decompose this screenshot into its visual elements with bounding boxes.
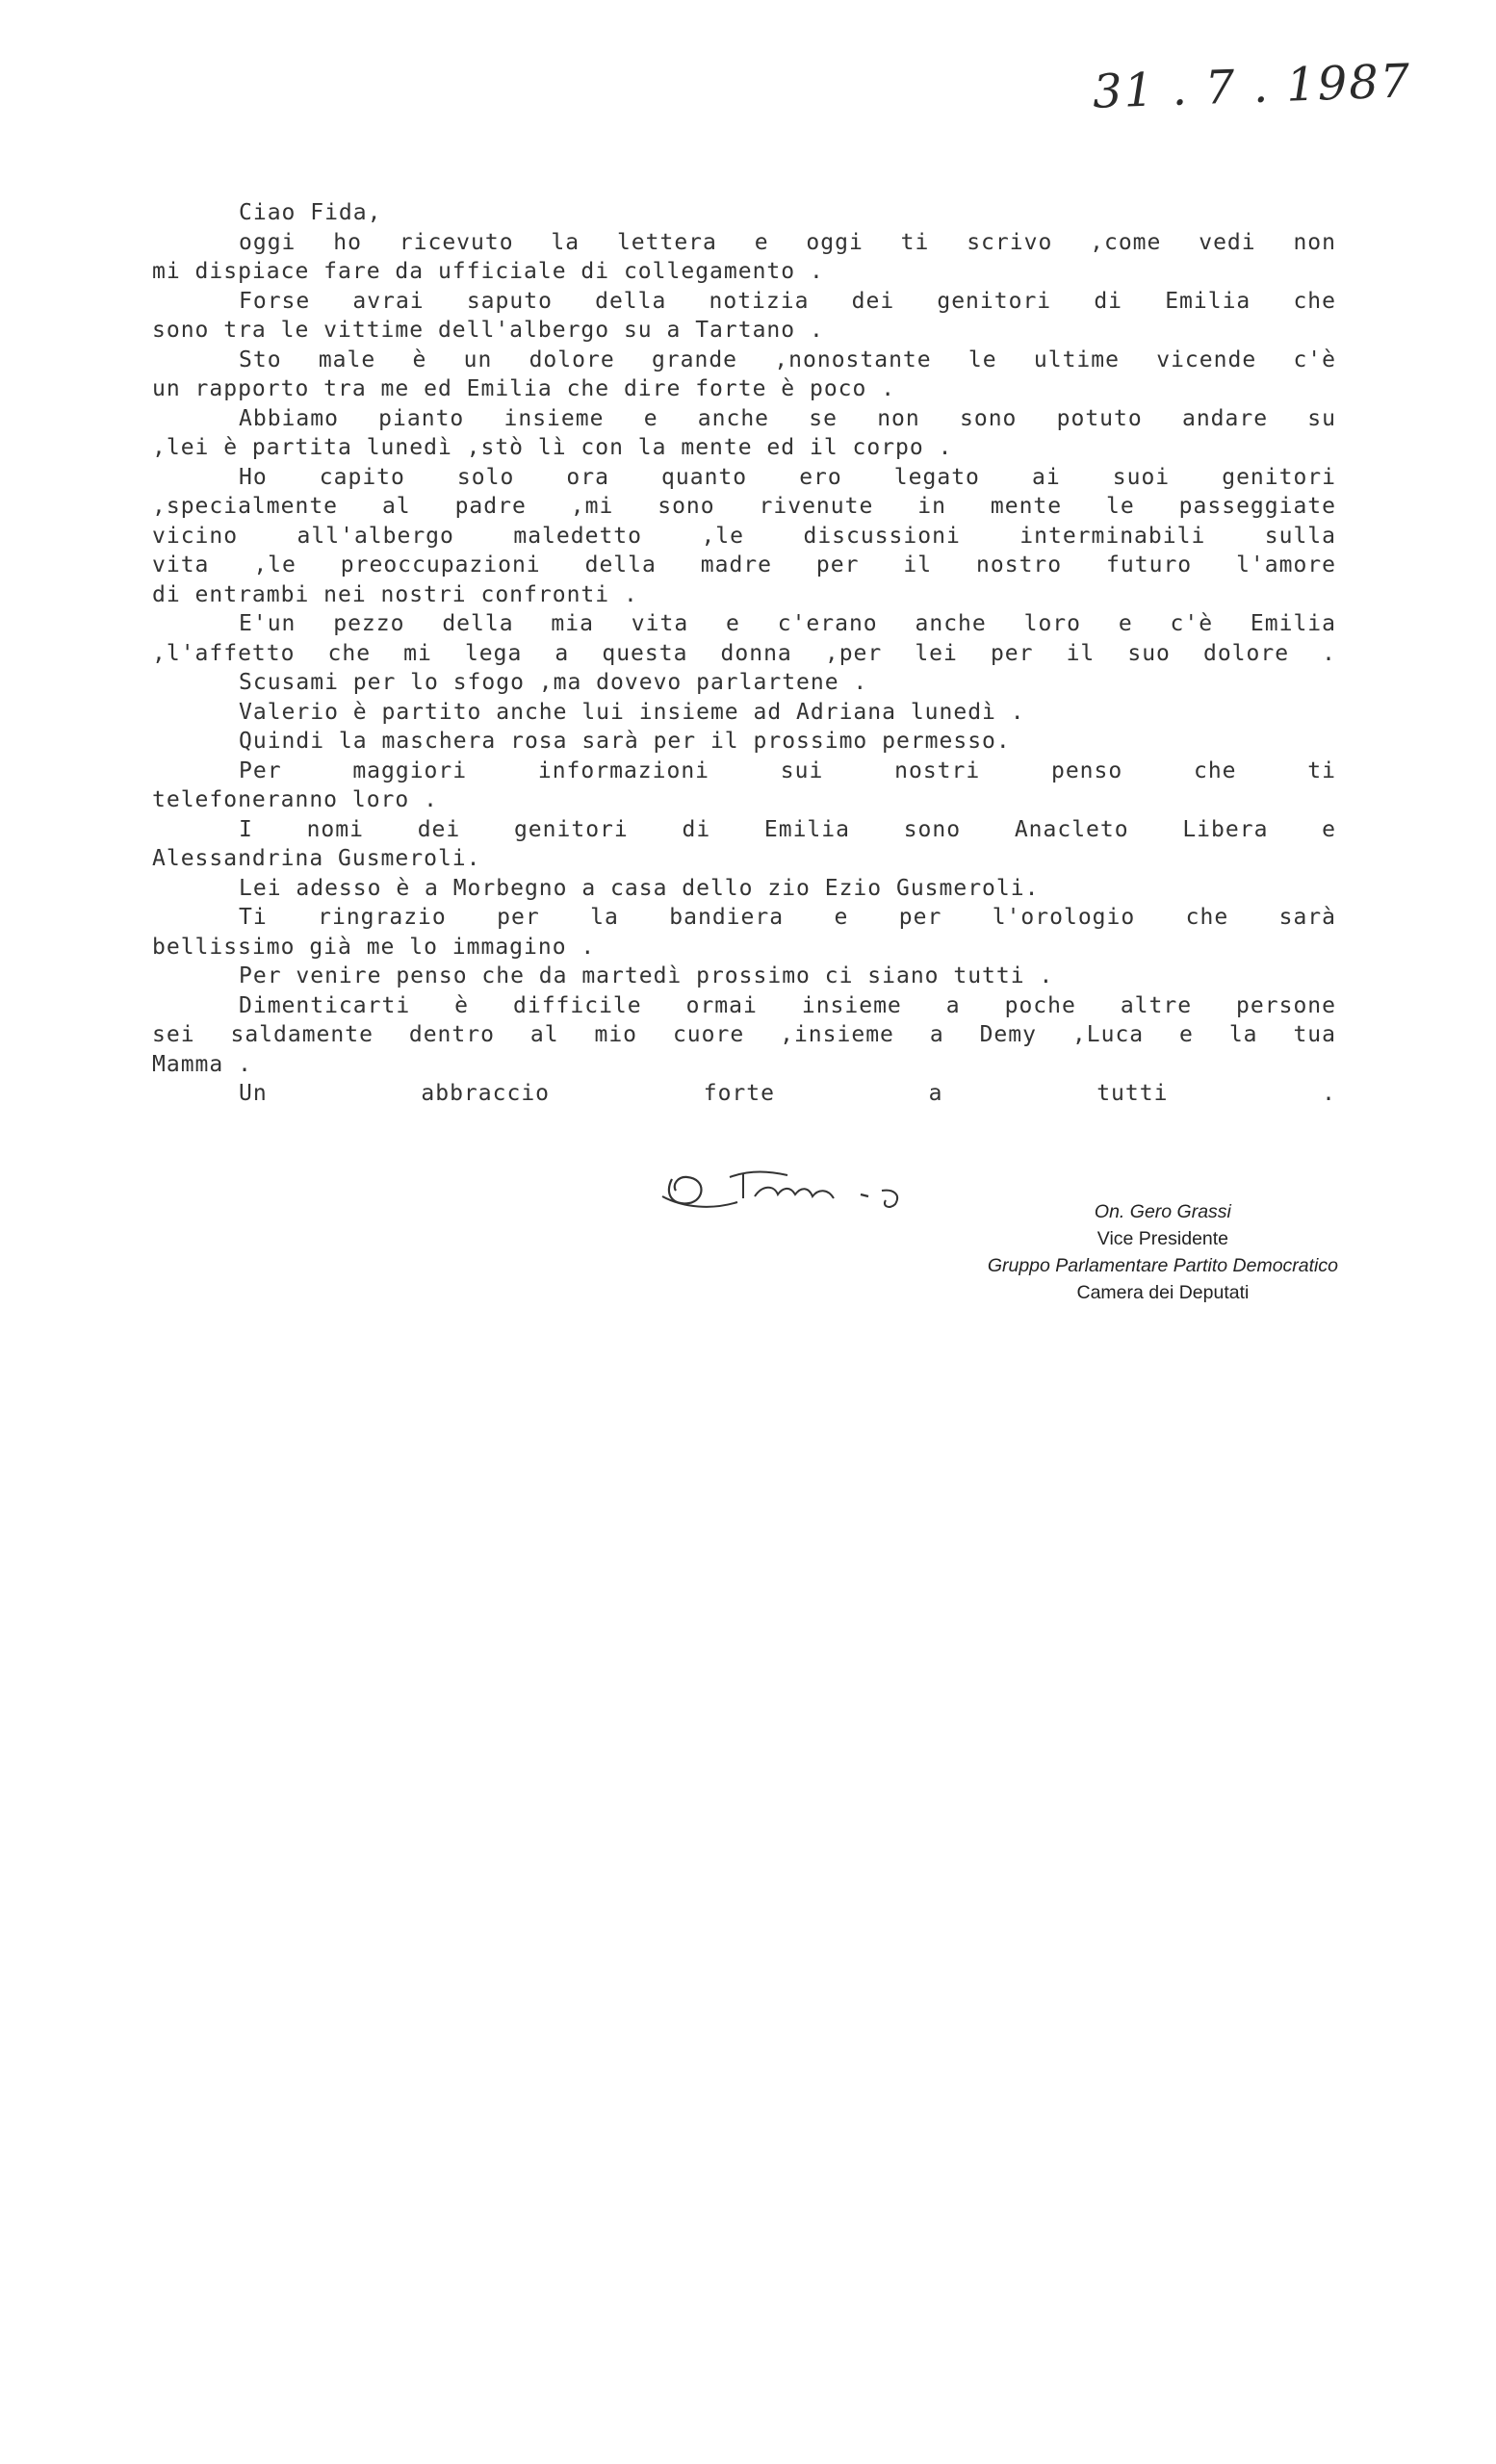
letter-line: oggi ho ricevuto la lettera e oggi ti scrivo ,come vedi non: [239, 229, 1336, 255]
letter-line: Ti ringrazio per la bandiera e per l'orologio che sarà: [239, 905, 1336, 930]
letter-line: Per maggiori informazioni sui nostri penso che ti: [239, 757, 1336, 783]
letter-line: telefoneranno loro .: [152, 787, 438, 812]
letter-body: [152, 198, 1336, 1109]
letter-line: Quindi la maschera rosa sarà per il prossimo permesso.: [239, 729, 1011, 754]
signature-text: [988, 1198, 1338, 1306]
letter-line: I nomi dei genitori di Emilia sono Anacleto Libera e: [239, 816, 1336, 842]
signatory-name: On. Gero Grassi: [1094, 1201, 1231, 1222]
letter-line: Valerio è partito anche lui insieme ad Adriana lunedì .: [239, 699, 1025, 725]
letter-line: Un abbraccio forte a tutti .: [239, 1081, 1336, 1106]
letter-line: Mamma .: [152, 1051, 252, 1077]
letter-line: sei saldamente dentro al mio cuore ,insieme a Demy ,Luca e la tua: [152, 1022, 1336, 1047]
letter-line: Alessandrina Gusmeroli.: [152, 846, 481, 871]
letter-line: Abbiamo pianto insieme e anche se non sono potuto andare su: [239, 405, 1336, 431]
letter-line: ,lei è partita lunedì ,stò lì con la mente ed il corpo .: [152, 435, 953, 460]
letter-line: Scusami per lo sfogo ,ma dovevo parlartene .: [239, 670, 868, 695]
chamber-name: Camera dei Deputati: [1076, 1282, 1250, 1303]
letter-line: Ciao Fida,: [239, 200, 382, 225]
letter-line: ,specialmente al padre ,mi sono rivenute in mente le passeggiate: [152, 494, 1336, 519]
signatory-role: Vice Presidente: [1096, 1228, 1229, 1249]
letter-line: E'un pezzo della mia vita e c'erano anche loro e c'è Emilia: [239, 611, 1336, 636]
letter-line: di entrambi nei nostri confronti .: [152, 581, 638, 607]
letter-line: sono tra le vittime dell'albergo su a Tartano .: [152, 318, 824, 343]
letter-line: vicino all'albergo maledetto ,le discussioni interminabili sulla: [152, 523, 1336, 549]
handwritten-date: 31 . 7 . 1987: [1092, 54, 1413, 119]
letter-line: vita ,le preoccupazioni della madre per il nostro futuro l'amore: [152, 552, 1336, 578]
letter-line: Per venire penso che da martedì prossimo ci siano tutti .: [239, 963, 1054, 988]
parliamentary-group: Gruppo Parlamentare Partito Democratico: [987, 1255, 1338, 1276]
letter-line: Sto male è un dolore grande ,nonostante le ultime vicende c'è: [239, 346, 1336, 372]
letter-line: bellissimo già me lo immagino .: [152, 934, 596, 960]
letter-line: un rapporto tra me ed Emilia che dire forte è poco .: [152, 376, 896, 401]
letter-line: Dimenticarti è difficile ormai insieme a poche altre persone: [239, 992, 1336, 1018]
letter-line: ,l'affetto che mi lega a questa donna ,per lei per il suo dolore .: [152, 640, 1336, 666]
letter-line: Ho capito solo ora quanto ero legato ai suoi genitori: [239, 464, 1336, 490]
signature-area: [655, 1150, 1348, 1314]
handwritten-signature: [655, 1150, 943, 1227]
letter-line: mi dispiace fare da ufficiale di collegamento .: [152, 259, 824, 284]
letter-line: Forse avrai saputo della notizia dei genitori di Emilia che: [239, 288, 1336, 314]
letter-line: Lei adesso è a Morbegno a casa dello zio Ezio Gusmeroli.: [239, 875, 1040, 901]
